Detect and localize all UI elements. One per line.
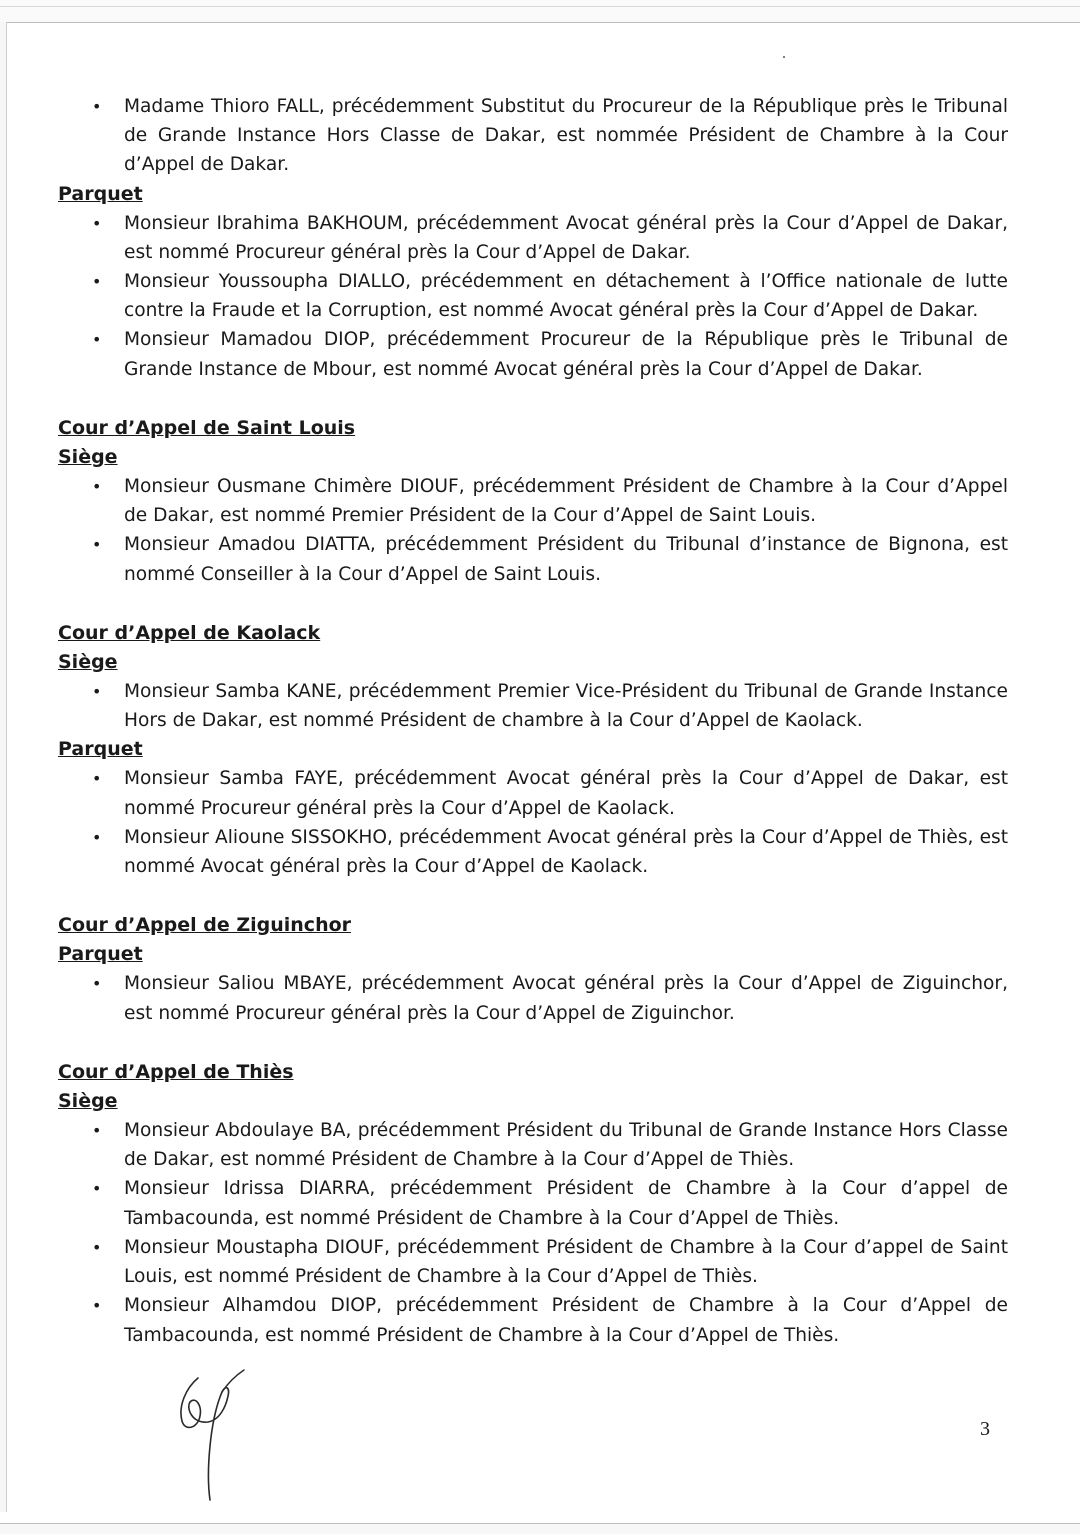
bullet-icon: • [92,1179,102,1199]
section-heading-ziguinchor: Cour d’Appel de Ziguinchor [58,914,352,937]
section-label-siege: Siège [58,1090,118,1113]
section-heading-saint-louis: Cour d’Appel de Saint Louis [58,416,356,439]
list-item: • Monsieur Mamadou DIOP, précédemment Procureur de la République près le Tribunal de Grande Instance de Mbour, est nommé Avocat général près la Cour d’Appel de Dakar. [58,325,1008,383]
list-item: • Monsieur Abdoulaye BA, précédemment Président du Tribunal de Grande Instance Hors Classe de Dakar, est nommé Président de Chambre à la Cour d’Appel de Thiès. [58,1116,1008,1174]
dakar-parquet-list [58,209,1008,384]
section-heading-kaolack: Cour d’Appel de Kaolack [58,621,321,644]
document-page [58,92,1008,1350]
list-item: • Monsieur Idrissa DIARRA, précédemment Président de Chambre à la Cour d’appel de Tambacounda, est nommé Président de Chambre à la Cour d’Appel de Thiès. [58,1174,1008,1232]
list-item: • Monsieur Ousmane Chimère DIOUF, précédemment Président de Chambre à la Cour d’Appel de Dakar, est nommé Premier Président de la Cour d’Appel de Saint Louis. [58,472,1008,530]
scan-speck [783,56,785,58]
bullet-icon: • [92,272,102,292]
section-label-parquet: Parquet [58,943,143,966]
list-item: • Monsieur Saliou MBAYE, précédemment Avocat général près la Cour d’Appel de Ziguinchor, est nommé Procureur général près la Cour d’Appel de Ziguinchor. [58,969,1008,1027]
bullet-icon: • [92,827,102,847]
page-number: 3 [980,1418,990,1440]
list-item: • Monsieur Youssoupha DIALLO, précédemment en détachement à l’Office nationale de lutte contre la Fraude et la Corruption, est nommé Avocat général près la Cour d’Appel de Dakar. [58,267,1008,325]
list-item: • Monsieur Amadou DIATTA, précédemment Président du Tribunal d’instance de Bignona, est nommé Conseiller à la Cour d’Appel de Saint Louis. [58,530,1008,588]
handwritten-signature [168,1366,258,1506]
section-label-parquet: Parquet [58,182,143,205]
scan-top-edge [0,0,1080,23]
thies-siege-list [58,1116,1008,1350]
bullet-icon: • [92,974,102,994]
ziguinchor-parquet-list [58,969,1008,1027]
section-label-siege: Siège [58,651,118,674]
bullet-icon: • [92,1296,102,1316]
list-item: • Madame Thioro FALL, précédemment Substitut du Procureur de la République près le Tribunal de Grande Instance Hors Classe de Dakar, est nommée Président de Chambre à la Cour d’Appel de Dakar. [58,92,1008,180]
intro-list [58,92,1008,180]
scan-left-edge [0,22,7,1512]
section-label-siege: Siège [58,446,118,469]
section-label-parquet: Parquet [58,738,143,761]
saint-louis-siege-list [58,472,1008,589]
bullet-icon: • [92,535,102,555]
bullet-icon: • [92,477,102,497]
bullet-icon: • [92,213,102,233]
list-item: • Monsieur Samba KANE, précédemment Premier Vice-Président du Tribunal de Grande Instance Hors de Dakar, est nommé Président de chambre à la Cour d’Appel de Kaolack. [58,677,1008,735]
kaolack-parquet-list [58,764,1008,881]
list-item: • Monsieur Ibrahima BAKHOUM, précédemment Avocat général près la Cour d’Appel de Dakar, est nommé Procureur général près la Cour d’Appel de Dakar. [58,209,1008,267]
list-item: • Monsieur Alioune SISSOKHO, précédemment Avocat général près la Cour d’Appel de Thiès, est nommé Avocat général près la Cour d’Appel de Kaolack. [58,823,1008,881]
bullet-icon: • [92,769,102,789]
section-heading-thies: Cour d’Appel de Thiès [58,1060,294,1083]
bullet-icon: • [92,97,102,116]
bullet-icon: • [92,682,102,702]
kaolack-siege-list [58,677,1008,735]
bullet-icon: • [92,1237,102,1257]
list-item: • Monsieur Samba FAYE, précédemment Avocat général près la Cour d’Appel de Dakar, est nommé Procureur général près la Cour d’Appel de Kaolack. [58,764,1008,822]
bullet-icon: • [92,1121,102,1141]
list-item: • Monsieur Alhamdou DIOP, précédemment Président de Chambre à la Cour d’Appel de Tambacounda, est nommé Président de Chambre à la Cour d’Appel de Thiès. [58,1291,1008,1349]
scan-bottom-edge [0,1523,1080,1534]
list-item: • Monsieur Moustapha DIOUF, précédemment Président de Chambre à la Cour d’appel de Saint Louis, est nommé Président de Chambre à la Cour d’Appel de Thiès. [58,1233,1008,1291]
bullet-icon: • [92,330,102,350]
